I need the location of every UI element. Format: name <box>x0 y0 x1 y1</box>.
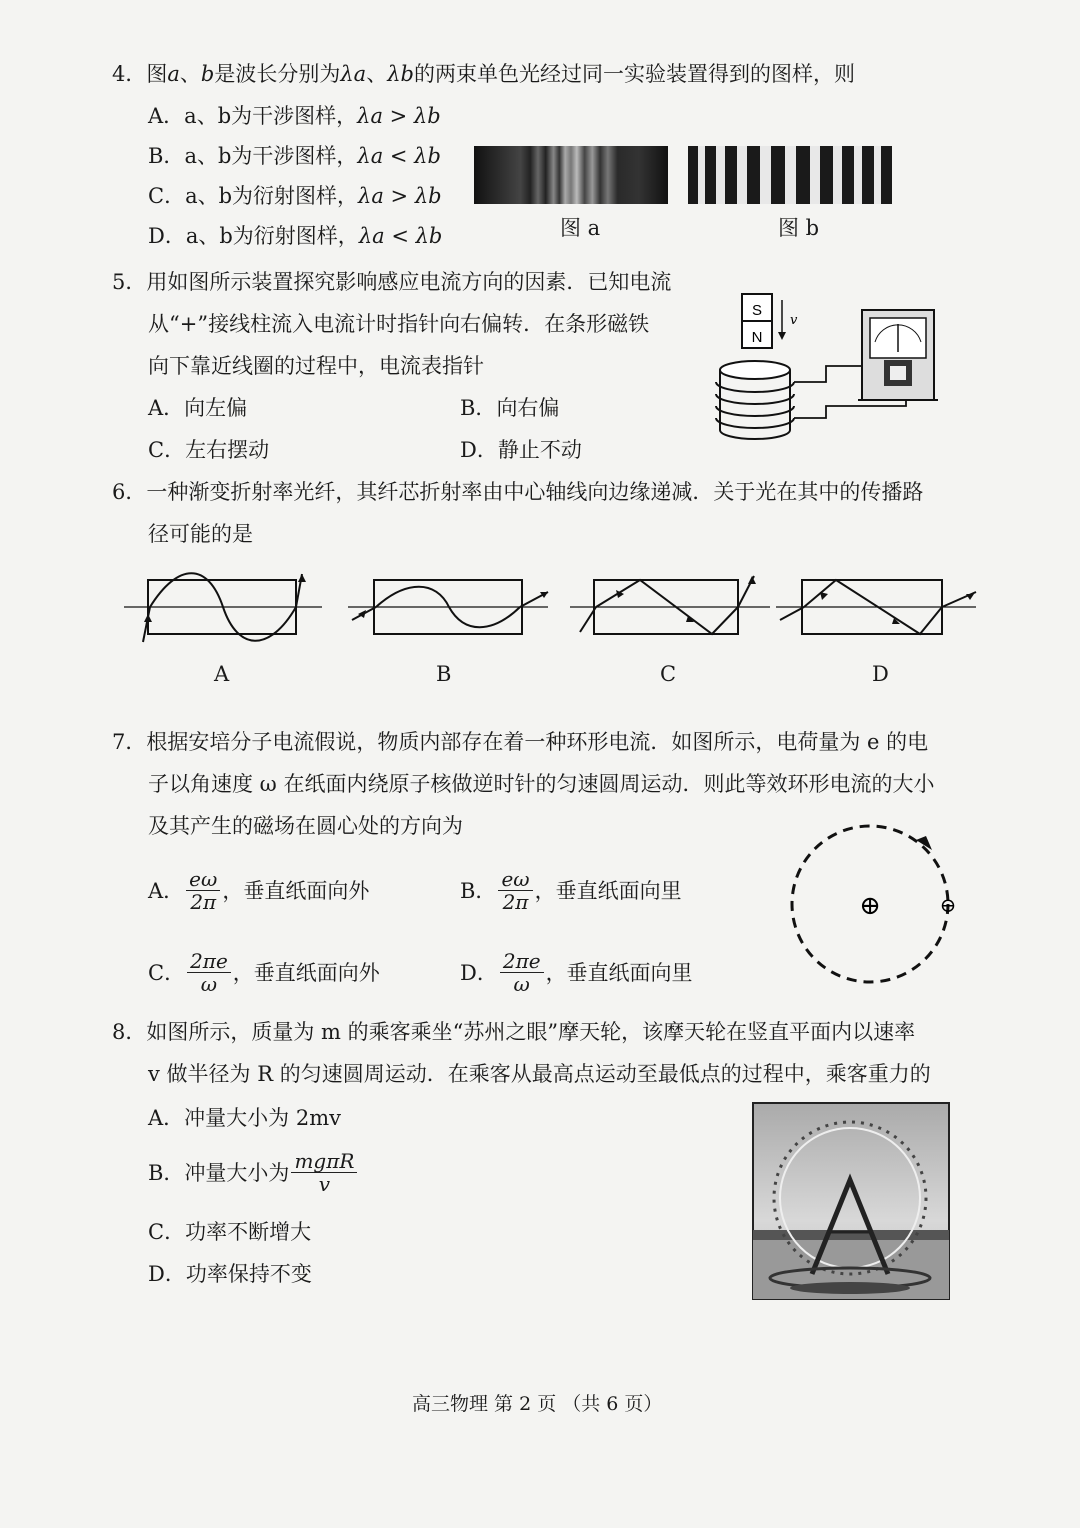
q5-line-1: 5．用如图所示装置探究影响感应电流方向的因素．已知电流 <box>112 270 672 294</box>
ferris-wheel-photo <box>752 1102 950 1300</box>
fig-a-caption: 图 a <box>560 216 601 240</box>
q7-b-fraction: $\frac{e\omega}{2\pi}$ <box>498 868 532 913</box>
galvanometer <box>858 310 938 400</box>
q7-line-3: 及其产生的磁场在圆心处的方向为 <box>148 814 463 838</box>
q5-option-c[interactable]: C．左右摆动 <box>148 438 270 462</box>
q6-label-b: B <box>436 662 452 686</box>
q8-option-d[interactable]: D．功率保持不变 <box>148 1262 312 1286</box>
velocity-label: v <box>790 313 798 328</box>
q5-line-2: 从“+”接线柱流入电流计时指针向右偏转．在条形磁铁 <box>148 312 650 336</box>
q4-stem: 4．图a、b是波长分别为λa、λb的两束单色光经过同一实验装置得到的图样，则 <box>112 62 855 86</box>
q8-b-fraction: $\frac{\text{mgπR}}{v}$ <box>291 1150 357 1195</box>
q7-line-1: 7．根据安培分子电流假说，物质内部存在着一种环形电流．如图所示，电荷量为 e 的电 <box>112 730 929 754</box>
q6-number: 6． <box>112 480 147 504</box>
q7-option-b[interactable]: B． $\frac{e\omega}{2\pi}$ ，垂直纸面向里 <box>460 867 682 914</box>
q7-number: 7． <box>112 730 147 754</box>
q8-option-a[interactable]: A．冲量大小为 2mv <box>148 1106 341 1130</box>
q7-orbit-figure <box>786 820 966 990</box>
fig-b-caption: 图 b <box>778 216 820 240</box>
q5-option-d[interactable]: D．静止不动 <box>460 438 582 462</box>
q6-label-d: D <box>872 662 889 686</box>
magnet-s-label: S <box>751 302 763 319</box>
fiber-option-a <box>124 573 322 642</box>
q6-line-2: 径可能的是 <box>148 522 253 546</box>
fiber-option-b <box>348 580 548 634</box>
fiber-option-c <box>570 576 770 634</box>
electron-symbol: ⊖ <box>939 893 957 917</box>
q7-line-2: 子以角速度 ω 在纸面内绕原子核做逆时针的匀速圆周运动．则此等效环形电流的大小 <box>148 772 935 796</box>
q8-option-c[interactable]: C．功率不断增大 <box>148 1220 312 1244</box>
q6-fiber-options <box>120 570 990 650</box>
fiber-option-d <box>776 580 976 634</box>
nucleus-symbol: ⊕ <box>859 891 881 921</box>
q4-option-b[interactable]: B．a、b为干涉图样，λa < λb <box>148 144 441 168</box>
page-footer: 高三物理 第 2 页 （共 6 页） <box>412 1393 663 1415</box>
q4-option-c[interactable]: C．a、b为衍射图样，λa > λb <box>148 184 442 208</box>
coil <box>716 361 794 439</box>
pattern-a <box>474 146 668 204</box>
q5-line-3: 向下靠近线圈的过程中，电流表指针 <box>148 354 484 378</box>
q7-option-a[interactable]: A． $\frac{e\omega}{2\pi}$ ，垂直纸面向外 <box>148 867 370 914</box>
q5-option-b[interactable]: B．向右偏 <box>460 396 560 420</box>
q5-apparatus-figure <box>710 290 950 450</box>
q5-option-a[interactable]: A．向左偏 <box>148 396 248 420</box>
q6-label-a: A <box>214 662 230 686</box>
magnet-n-label: N <box>751 329 763 346</box>
q7-option-c[interactable]: C． $\frac{2\pi e}{\omega}$ ，垂直纸面向外 <box>148 949 380 996</box>
q8-option-b[interactable]: B． 冲量大小为 $\frac{\text{mgπR}}{v}$ <box>148 1150 359 1195</box>
q7-option-d[interactable]: D． $\frac{2\pi e}{\omega}$ ，垂直纸面向里 <box>460 949 693 996</box>
q4-number: 4． <box>112 62 147 86</box>
q4-option-a[interactable]: A．a、b为干涉图样，λa > λb <box>148 104 441 128</box>
q8-line-1: 8．如图所示，质量为 m 的乘客乘坐“苏州之眼”摩天轮，该摩天轮在竖直平面内以速率 <box>112 1020 916 1044</box>
q7-c-fraction: $\frac{2\pi e}{\omega}$ <box>187 950 231 995</box>
q4-option-d[interactable]: D．a、b为衍射图样，λa < λb <box>148 224 443 248</box>
q5-number: 5． <box>112 270 147 294</box>
q8-number: 8． <box>112 1020 147 1044</box>
q8-line-2: v 做半径为 R 的匀速圆周运动．在乘客从最高点运动至最低点的过程中，乘客重力的 <box>148 1062 931 1086</box>
q6-label-c: C <box>660 662 677 686</box>
q7-a-fraction: $\frac{e\omega}{2\pi}$ <box>186 868 220 913</box>
q4-patterns-figure <box>470 144 895 210</box>
q7-d-fraction: $\frac{2\pi e}{\omega}$ <box>500 950 544 995</box>
q6-line-1: 6．一种渐变折射率光纤，其纤芯折射率由中心轴线向边缘递减．关于光在其中的传播路 <box>112 480 924 504</box>
